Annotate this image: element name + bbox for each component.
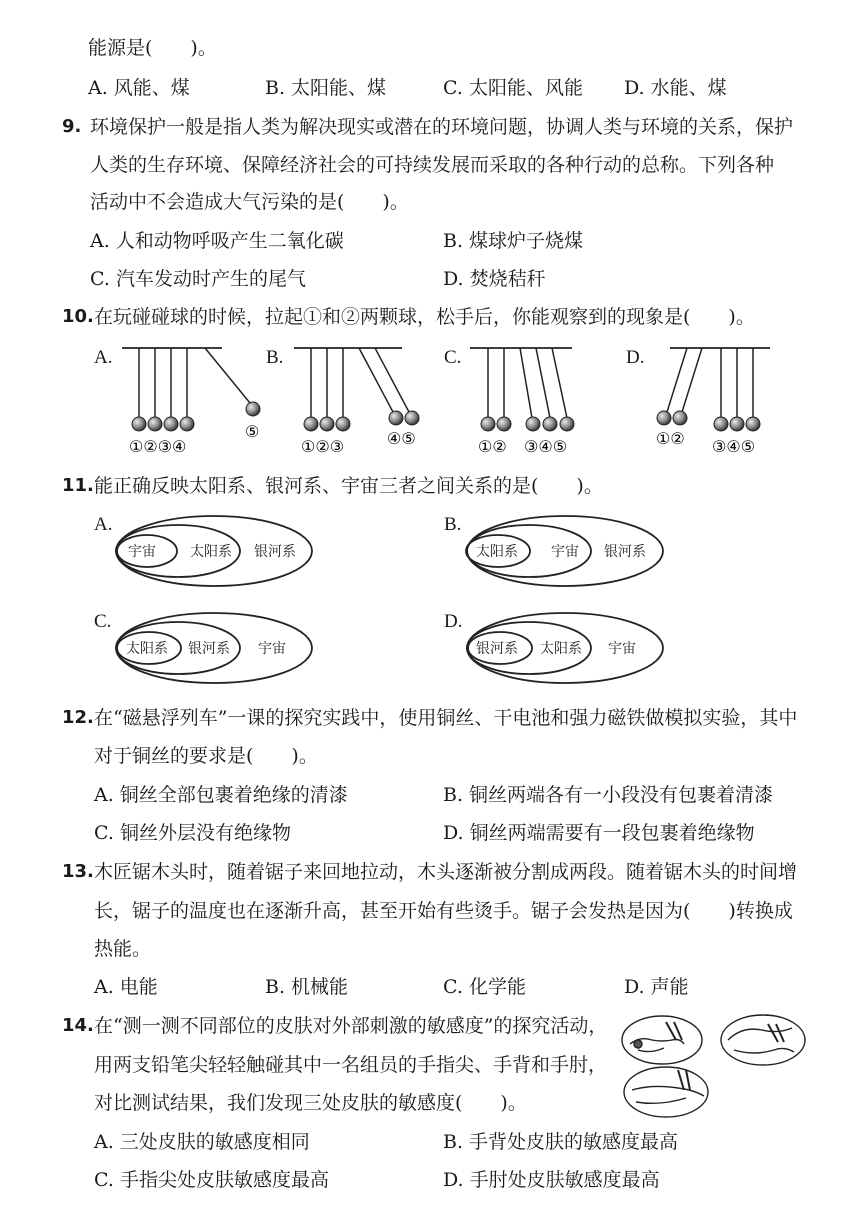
- q10-b-group-label: ①②③: [301, 437, 345, 456]
- q14-line-1: 在“测一测不同部位的皮肤对外部刺激的敏感度”的探究活动，: [94, 1015, 608, 1037]
- q9-line-2: 人类的生存环境、保障经济社会的可持续发展而采取的各种行动的总称。下列各种: [90, 154, 775, 176]
- q12-line-1: 在“磁悬浮列车”一课的探究实践中，使用铜丝、干电池和强力磁铁做模拟实验，其中: [94, 707, 798, 729]
- q11-letter-b: B.: [444, 514, 462, 535]
- q11-d-outer: 宇宙: [608, 641, 636, 657]
- q12-option-b: B. 铜丝两端各有一小段没有包裹着清漆: [443, 784, 774, 806]
- q8-option-a: A. 风能、煤: [88, 77, 190, 99]
- q10-diagram-c: [470, 348, 574, 456]
- q10-b-pair-label: ④⑤: [387, 429, 416, 448]
- q13-option-c: C. 化学能: [443, 976, 526, 998]
- q11-a-middle: 太阳系: [190, 544, 232, 560]
- q14-option-d: D. 手肘处皮肤敏感度最高: [443, 1169, 660, 1191]
- q11-b-middle: 宇宙: [551, 544, 579, 560]
- q11-d-middle: 太阳系: [540, 641, 582, 657]
- q14-option-c: C. 手指尖处皮肤敏感度最高: [94, 1169, 329, 1191]
- q11-b-inner: 太阳系: [476, 544, 518, 560]
- q10-d-pair-label: ①②: [656, 429, 685, 448]
- q12-option-d: D. 铜丝两端需要有一段包裹着绝缘物: [443, 822, 755, 844]
- q13-number: 13.: [62, 861, 94, 882]
- q10-diagram-b: [294, 348, 419, 456]
- q9-option-a: A. 人和动物呼吸产生二氧化碳: [90, 230, 344, 252]
- q11-letter-a: A.: [94, 514, 113, 535]
- q12-line-2: 对于铜丝的要求是( )。: [94, 745, 318, 767]
- q10-diagram-d: [656, 348, 770, 456]
- q9-option-b: B. 煤球炉子烧煤: [443, 230, 584, 252]
- q10-stem: 在玩碰碰球的时候，拉起①和②两颗球，松手后，你能观察到的现象是( )。: [94, 306, 755, 328]
- q10-c-group-label: ①②: [478, 437, 507, 456]
- q13-line-2: 长，锯子的温度也在逐渐升高，甚至开始有些烫手。锯子会发热是因为( )转换成: [94, 900, 793, 922]
- q8-option-d: D. 水能、煤: [624, 77, 727, 99]
- q13-line-3: 热能。: [94, 938, 152, 960]
- q10-c-triple-label: ③④⑤: [524, 437, 568, 456]
- q10-diagram-a: [122, 348, 260, 456]
- q10-letter-b: B.: [266, 347, 284, 368]
- q8-stem-tail: 能源是( )。: [88, 37, 217, 59]
- q11-d-inner: 银河系: [476, 641, 518, 657]
- q14-option-b: B. 手背处皮肤的敏感度最高: [443, 1131, 679, 1153]
- q10-pendulum-diagrams: [0, 340, 868, 465]
- q10-d-triple-label: ③④⑤: [712, 437, 756, 456]
- q14-fingertip-illustration: [622, 1016, 702, 1064]
- q11-b-outer: 银河系: [604, 544, 646, 560]
- q10-letter-d: D.: [626, 347, 645, 368]
- q11-letter-d: D.: [444, 611, 463, 632]
- q12-option-c: C. 铜丝外层没有绝缘物: [94, 822, 291, 844]
- q9-number: 9.: [62, 116, 82, 137]
- q10-a-single-label: ⑤: [245, 422, 260, 441]
- q9-option-d: D. 焚烧秸秆: [443, 268, 546, 290]
- q13-option-a: A. 电能: [94, 976, 158, 998]
- q11-c-middle: 银河系: [188, 641, 230, 657]
- q9-option-c: C. 汽车发动时产生的尾气: [90, 268, 306, 290]
- q13-line-1: 木匠锯木头时，随着锯子来回地拉动，木头逐渐被分割成两段。随着锯木头的时间增: [94, 861, 798, 883]
- q10-a-group-label: ①②③④: [129, 437, 187, 456]
- q10-letter-a: A.: [94, 347, 113, 368]
- q9-line-1: 环境保护一般是指人类为解决现实或潜在的环境问题，协调人类与环境的关系，保护: [90, 116, 794, 138]
- q11-a-outer: 银河系: [254, 544, 296, 560]
- q11-number: 11.: [62, 475, 94, 496]
- q10-number: 10.: [62, 306, 94, 327]
- q14-option-a: A. 三处皮肤的敏感度相同: [94, 1131, 310, 1153]
- q13-option-d: D. 声能: [624, 976, 689, 998]
- q12-option-a: A. 铜丝全部包裹着绝缘的清漆: [94, 784, 348, 806]
- q14-elbow-illustration: [624, 1067, 708, 1117]
- q13-option-b: B. 机械能: [265, 976, 349, 998]
- q14-number: 14.: [62, 1015, 94, 1036]
- q8-option-c: C. 太阳能、风能: [443, 77, 583, 99]
- q14-skin-test-illustrations: [618, 1010, 868, 1120]
- q11-letter-c: C.: [94, 611, 112, 632]
- q14-line-2: 用两支铅笔尖轻轻触碰其中一名组员的手指尖、手背和手肘，: [94, 1054, 608, 1076]
- q11-ellipse-diagrams: [0, 508, 868, 698]
- q10-letter-c: C.: [444, 347, 462, 368]
- q11-c-outer: 宇宙: [258, 641, 286, 657]
- q9-line-3: 活动中不会造成大气污染的是( )。: [90, 191, 409, 213]
- q11-c-inner: 太阳系: [126, 641, 168, 657]
- q11-a-inner: 宇宙: [128, 544, 156, 560]
- q12-number: 12.: [62, 707, 94, 728]
- q14-line-3: 对比测试结果，我们发现三处皮肤的敏感度( )。: [94, 1092, 527, 1114]
- q8-option-b: B. 太阳能、煤: [265, 77, 387, 99]
- q11-stem: 能正确反映太阳系、银河系、宇宙三者之间关系的是( )。: [94, 475, 603, 497]
- q14-back-of-hand-illustration: [721, 1015, 805, 1065]
